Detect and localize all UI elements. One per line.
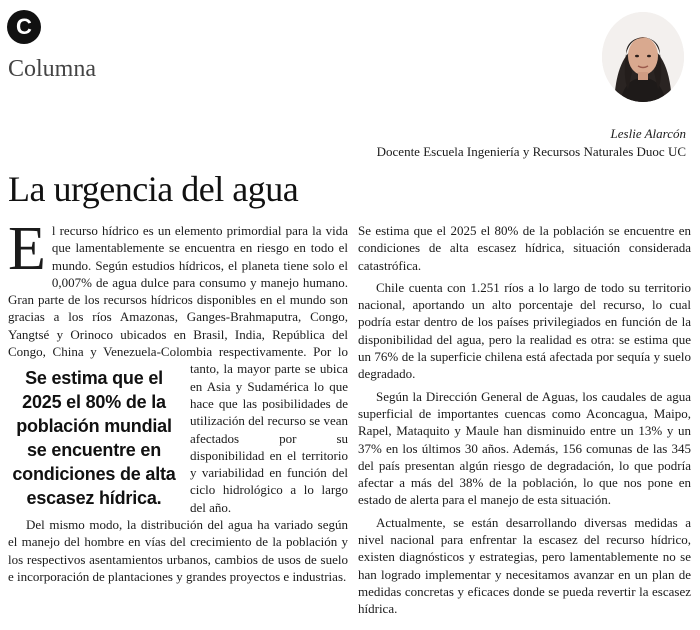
section-label: Columna: [8, 56, 96, 82]
author-role: Docente Escuela Ingeniería y Recursos Naturales Duoc UC: [376, 144, 686, 159]
paragraph-text-continued: respectivamente. Por lo tanto, la mayor parte se ubica en Asia y Sudamérica lo que hace que las posibilidades de utilización del recurso se vean afectados por su disponibilidad en el territorio y variabilidad en función del ciclo hidrológico a lo largo del año.: [190, 344, 348, 515]
article-paragraph: Chile cuenta con 1.251 ríos a lo largo de todo su territorio nacional, aportando un alto porcentaje del recurso, lo cual podría estar dentro de los países privilegiados en función de la disponibilidad del agua, pero la realidad es otra: se estima que un 76% de la superficie chilena está afectada por sequía y suelo degradado.: [358, 279, 691, 382]
author-name: Leslie Alarcón: [610, 126, 686, 141]
article-column-right: [358, 222, 691, 618]
author-photo: [602, 12, 684, 102]
pull-quote: Se estima que el 2025 el 80% de la población mundial se encuentre en condiciones de alta escasez hídrica.: [12, 368, 176, 509]
article-paragraph: [8, 215, 348, 516]
drop-cap: E: [8, 215, 46, 283]
author-byline: [377, 125, 686, 161]
article-column-left: [8, 215, 348, 585]
article-paragraph: Del mismo modo, la distribución del agua ha variado según el manejo del hombre en vías del crecimiento de la población y los respectivos asentamientos urbanos, cambios de usos de suelo e incorporación de plantaciones y grandes proyectos e industrias.: [8, 517, 348, 584]
publication-logo: C: [7, 10, 41, 44]
paragraph-text: l recurso hídrico es un elemento primordial para la vida que lamentablemente se encuentra en riesgo en todo el mundo. Según estudios hídricos, el planeta tiene solo el 0,007% de agua dulce para consumo y manejo humano. Gran parte de los recursos hídricos disponibles en el mundo son gracias a los ríos Amazonas, Ganges-Brahmaputra, Congo, Yangtsé y Orinoco ubicados en Brasil, India, República del Congo, China y Venezuela-Colombia: [8, 223, 348, 360]
article-paragraph: Actualmente, se están desarrollando diversas medidas a nivel nacional para enfrentar la escasez del recurso hídrico, existen diagnósticos y estrategias, pero lamentablemente no se han logrado implementar y necesitamos avanzar en un plan de medidas concretas y eficaces donde se pueda revertir la escasez hídrica.: [358, 514, 691, 617]
article-paragraph: Se estima que el 2025 el 80% de la población se encuentre en condiciones de alta escasez hídrica, situación considerada catastrófica.: [358, 223, 691, 273]
article-title: La urgencia del agua: [8, 169, 299, 209]
article-paragraph: Según la Dirección General de Aguas, los caudales de agua superficial de importantes cuencas como Aconcagua, Maipo, Rapel, Mataquito y Maule han disminuido entre un 13% y un 37% en los últimos 30 años. Además, 156 comunas de las 345 del país presentan algún riesgo de degradación, lo que podría afectar a más del 38% de la población, lo que nos pone en estado de alerta para el manejo de esta situación.: [358, 388, 691, 508]
